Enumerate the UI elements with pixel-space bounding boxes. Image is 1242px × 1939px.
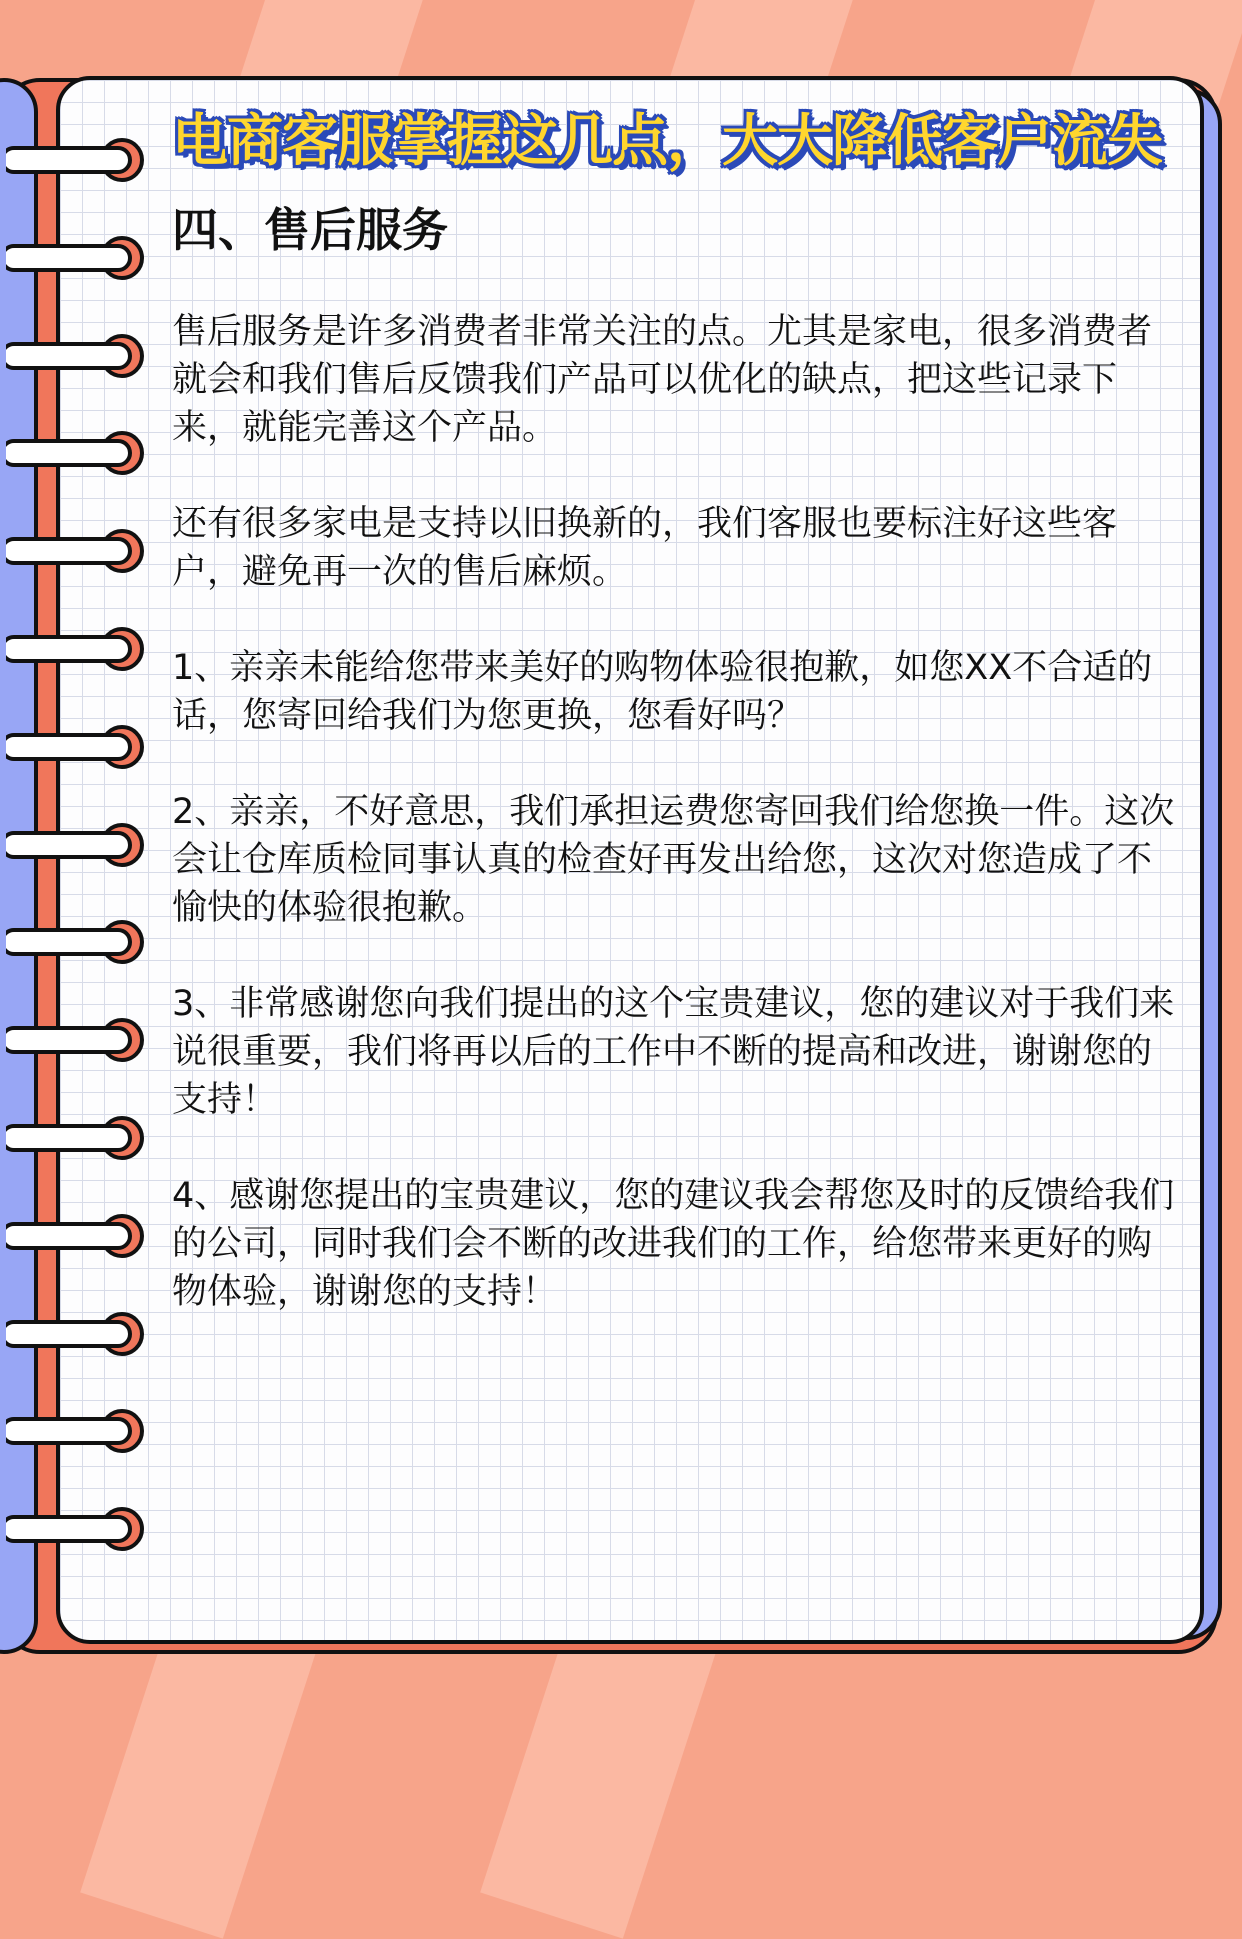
section-heading: 四、售后服务	[172, 203, 448, 257]
spiral-ring	[6, 918, 148, 966]
list-item: 4、感谢您提出的宝贵建议，您的建议我会帮您及时的反馈给我们的公司，同时我们会不断的改进我们的工作，给您带来更好的购物体验，谢谢您的支持！	[172, 1176, 1175, 1312]
spiral-ring	[6, 1016, 148, 1064]
spiral-ring	[6, 821, 148, 869]
paragraph: 售后服务是许多消费者非常关注的点。尤其是家电，很多消费者就会和我们售后反馈我们产品可以优化的缺点，把这些记录下来，就能完善这个产品。	[172, 312, 1153, 448]
spiral-ring	[6, 625, 148, 673]
spiral-ring	[6, 429, 148, 477]
spiral-ring	[6, 1212, 148, 1260]
spiral-ring	[6, 1310, 148, 1358]
spiral-ring	[6, 1114, 148, 1162]
list-item: 1、亲亲未能给您带来美好的购物体验很抱歉，如您XX不合适的话，您寄回给我们为您更换，您看好吗？	[172, 648, 1153, 736]
list-item: 3、非常感谢您向我们提出的这个宝贵建议，您的建议对于我们来说很重要，我们将再以后的工作中不断的提高和改进，谢谢您的支持！	[172, 984, 1175, 1120]
spiral-ring	[6, 527, 148, 575]
spiral-ring	[6, 723, 148, 771]
spiral-ring	[6, 332, 148, 380]
paragraph: 还有很多家电是支持以旧换新的，我们客服也要标注好这些客户，避免再一次的售后麻烦。	[172, 504, 1118, 592]
spiral-ring	[6, 1505, 148, 1553]
page-title: 电商客服掌握这几点，大大降低客户流失	[172, 109, 1162, 174]
article-body	[172, 308, 1182, 1364]
list-item: 2、亲亲，不好意思，我们承担运费您寄回我们给您换一件。这次会让仓库质检同事认真的检查好再发出给您，这次对您造成了不愉快的体验很抱歉。	[172, 792, 1175, 928]
spiral-ring	[6, 1407, 148, 1455]
spiral-ring	[6, 234, 148, 282]
spiral-ring	[6, 136, 148, 184]
